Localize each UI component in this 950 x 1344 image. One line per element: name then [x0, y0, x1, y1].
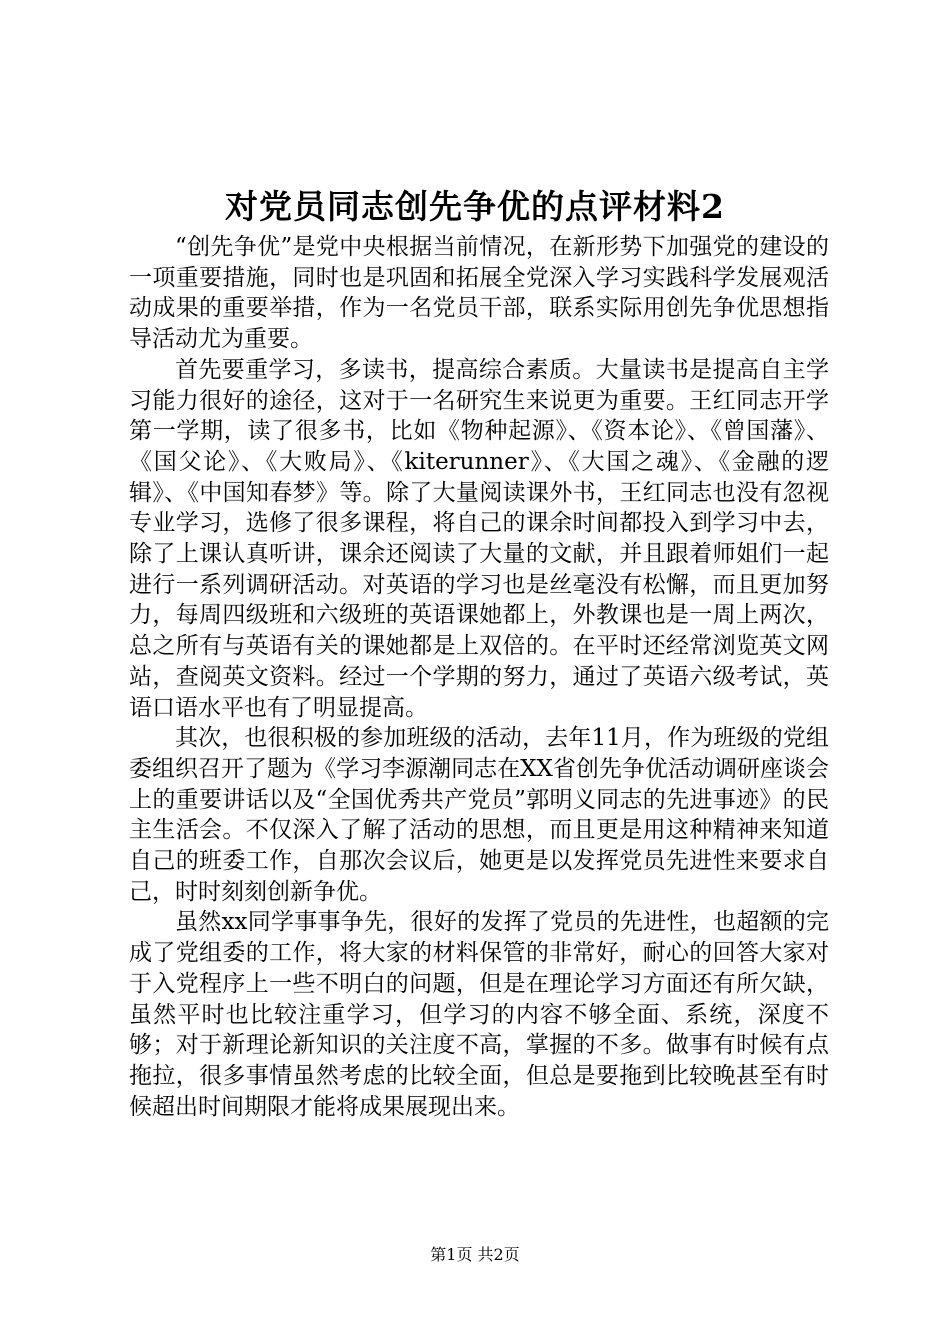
paragraph-study: 首先要重学习，多读书，提高综合素质。大量读书是提高自主学习能力很好的途径，这对于一名研究生来说更为重要。王红同志开学第一学期，读了很多书，比如《物种起源》、《资本论》、《曾国藩》、《国父论》、《大败局》、《kiterunner》、《大国之魂》、《金融的逻辑》、《中国知春梦》等。除了大量阅读课外书，王红同志也没有忽视专业学习，选修了很多课程，将自己的课余时间都投入到学习中去，除了上课认真听讲，课余还阅读了大量的文献，并且跟着师姐们一起进行一系列调研活动。对英语的学习也是丝毫没有松懈，而且更加努力，每周四级班和六级班的英语课她都上，外教课也是一周上两次，总之所有与英语有关的课她都是上双倍的。在平时还经常浏览英文网站，查阅英文资料。经过一个学期的努力，通过了英语六级考试，英语口语水平也有了明显提高。	[129, 356, 829, 721]
paragraph-shortcomings: 虽然xx同学事事争先，很好的发挥了党员的先进性，也超额的完成了党组委的工作，将大家的材料保管的非常好，耐心的回答大家对于入党程序上一些不明白的问题，但是在理论学习方面还有所欠缺，虽然平时也比较注重学习，但学习的内容不够全面、系统，深度不够；对于新理论新知识的关注度不高，掌握的不多。做事有时候有点拖拉，很多事情虽然考虑的比较全面，但总是要拖到比较晚甚至有时候超出时间期限才能将成果展现出来。	[129, 909, 829, 1120]
page-footer: 第1页 共2页	[430, 1245, 520, 1264]
document-title: 对党员同志创先争优的点评材料2	[225, 187, 725, 226]
paragraph-intro: “创先争优”是党中央根据当前情况，在新形势下加强党的建设的一项重要措施，同时也是巩固和拓展全党深入学习实践科学发展观活动成果的重要举措，作为一名党员干部，联系实际用创先争优思想指导活动尤为重要。	[129, 234, 829, 353]
document-body	[129, 232, 829, 1122]
paragraph-activities: 其次，也很积极的参加班级的活动，去年11月，作为班级的党组委组织召开了题为《学习李源潮同志在XX省创先争优活动调研座谈会上的重要讲话以及“全国优秀共产党员”郭明义同志的先进事迹》的民主生活会。不仅深入了解了活动的思想，而且更是用这种精神来知道自己的班委工作，自那次会议后，她更是以发挥党员先进性来要求自己，时时刻刻创新争优。	[129, 725, 829, 905]
